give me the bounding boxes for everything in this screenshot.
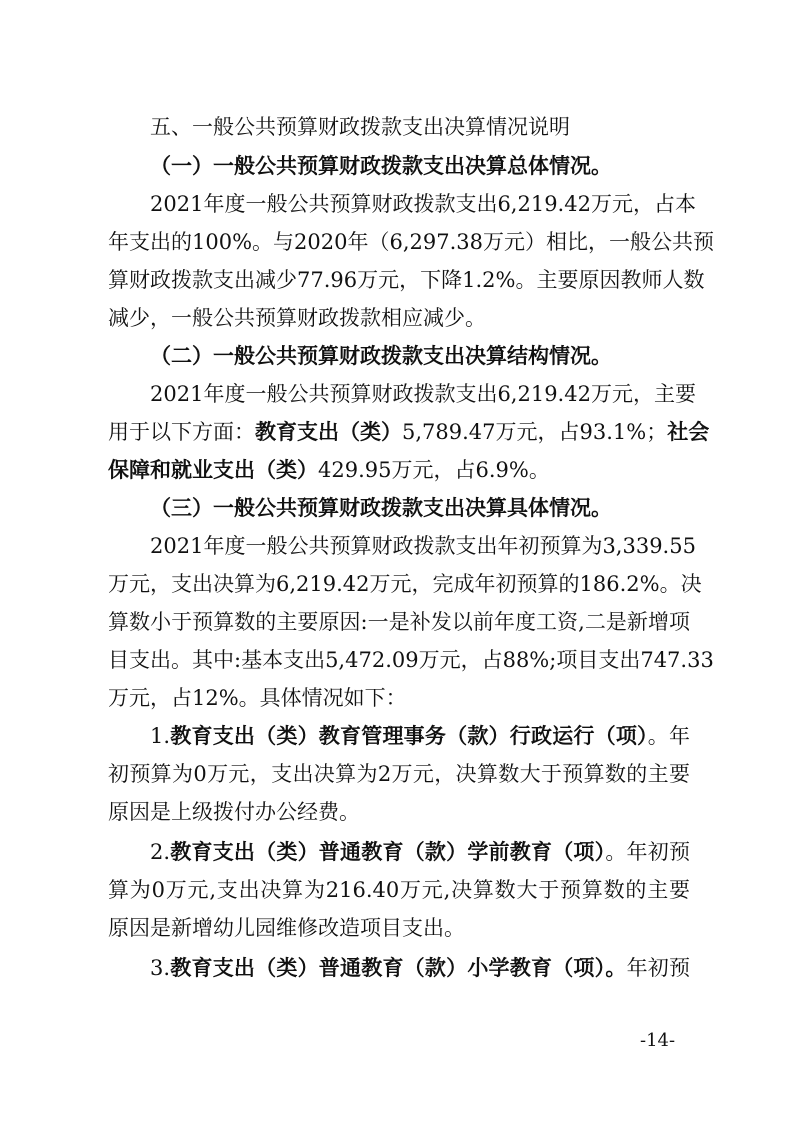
item-number: 1. bbox=[150, 724, 171, 748]
sub3-heading: （三）一般公共预算财政拨款支出决算具体情况。 bbox=[150, 495, 612, 520]
paragraph-line: 原因是上级拨付办公经费。 bbox=[108, 800, 360, 824]
paragraph-line: 2021年度一般公共预算财政拨款支出年初预算为3,339.55 bbox=[150, 534, 696, 558]
paragraph-line: 2021年度一般公共预算财政拨款支出6,219.42万元，占本 bbox=[150, 192, 696, 216]
item3-line bbox=[150, 953, 690, 983]
text-run: 429.95万元，占6.9%。 bbox=[318, 458, 550, 482]
text-run: 5,789.47万元，占93.1%； bbox=[402, 420, 668, 444]
paragraph-line: 万元，支出决算为6,219.42万元，完成年初预算的186.2%。决 bbox=[108, 572, 702, 596]
text-run: 。年初预 bbox=[605, 840, 690, 864]
item-number: 3. bbox=[150, 956, 171, 980]
paragraph-line: 算数小于预算数的主要原因:一是补发以前年度工资,二是新增项 bbox=[108, 610, 690, 634]
section-title: 五、一般公共预算财政拨款支出决算情况说明 bbox=[150, 115, 570, 139]
item1-line bbox=[150, 721, 690, 751]
item-title: 教育支出（类）普通教育（款）学前教育（项） bbox=[170, 839, 606, 864]
paragraph-line: 初预算为0万元，支出决算为2万元，决算数大于预算数的主要 bbox=[108, 762, 690, 786]
text-run: 。年 bbox=[647, 724, 690, 748]
item-number: 2. bbox=[150, 840, 171, 864]
sub2-heading: （二）一般公共预算财政拨款支出决算结构情况。 bbox=[150, 343, 612, 368]
item-title: 教育支出（类）教育管理事务（款）行政运行（项） bbox=[170, 723, 648, 748]
bold-run: 教育支出（类） bbox=[255, 419, 402, 444]
text-run: 用于以下方面： bbox=[108, 420, 255, 444]
page-number: -14- bbox=[640, 1030, 676, 1051]
paragraph-line bbox=[108, 417, 710, 447]
paragraph-line: 减少，一般公共预算财政拨款相应减少。 bbox=[108, 306, 486, 330]
paragraph-line: 算财政拨款支出减少77.96万元，下降1.2%。主要原因教师人数 bbox=[108, 268, 705, 292]
bold-run: 社会 bbox=[667, 419, 710, 444]
paragraph-line: 2021年度一般公共预算财政拨款支出6,219.42万元，主要 bbox=[150, 382, 696, 406]
paragraph-line: 原因是新增幼儿园维修改造项目支出。 bbox=[108, 916, 465, 940]
paragraph-line bbox=[108, 455, 690, 485]
paragraph-line: 年支出的100%。与2020年（6,297.38万元）相比，一般公共预 bbox=[108, 230, 714, 254]
item2-line bbox=[150, 837, 690, 867]
bold-run: 保障和就业支出（类） bbox=[108, 457, 318, 482]
item-title: 教育支出（类）普通教育（款）小学教育（项）。 bbox=[170, 955, 627, 980]
paragraph-line: 算为0万元,支出决算为216.40万元,决算数大于预算数的主要 bbox=[108, 878, 690, 902]
paragraph-line: 目支出。其中:基本支出5,472.09万元，占88%;项目支出747.33 bbox=[108, 648, 714, 672]
sub1-heading: （一）一般公共预算财政拨款支出决算总体情况。 bbox=[150, 153, 612, 178]
paragraph-line: 万元，占12%。具体情况如下： bbox=[108, 686, 407, 710]
text-run: 年初预 bbox=[626, 956, 690, 980]
